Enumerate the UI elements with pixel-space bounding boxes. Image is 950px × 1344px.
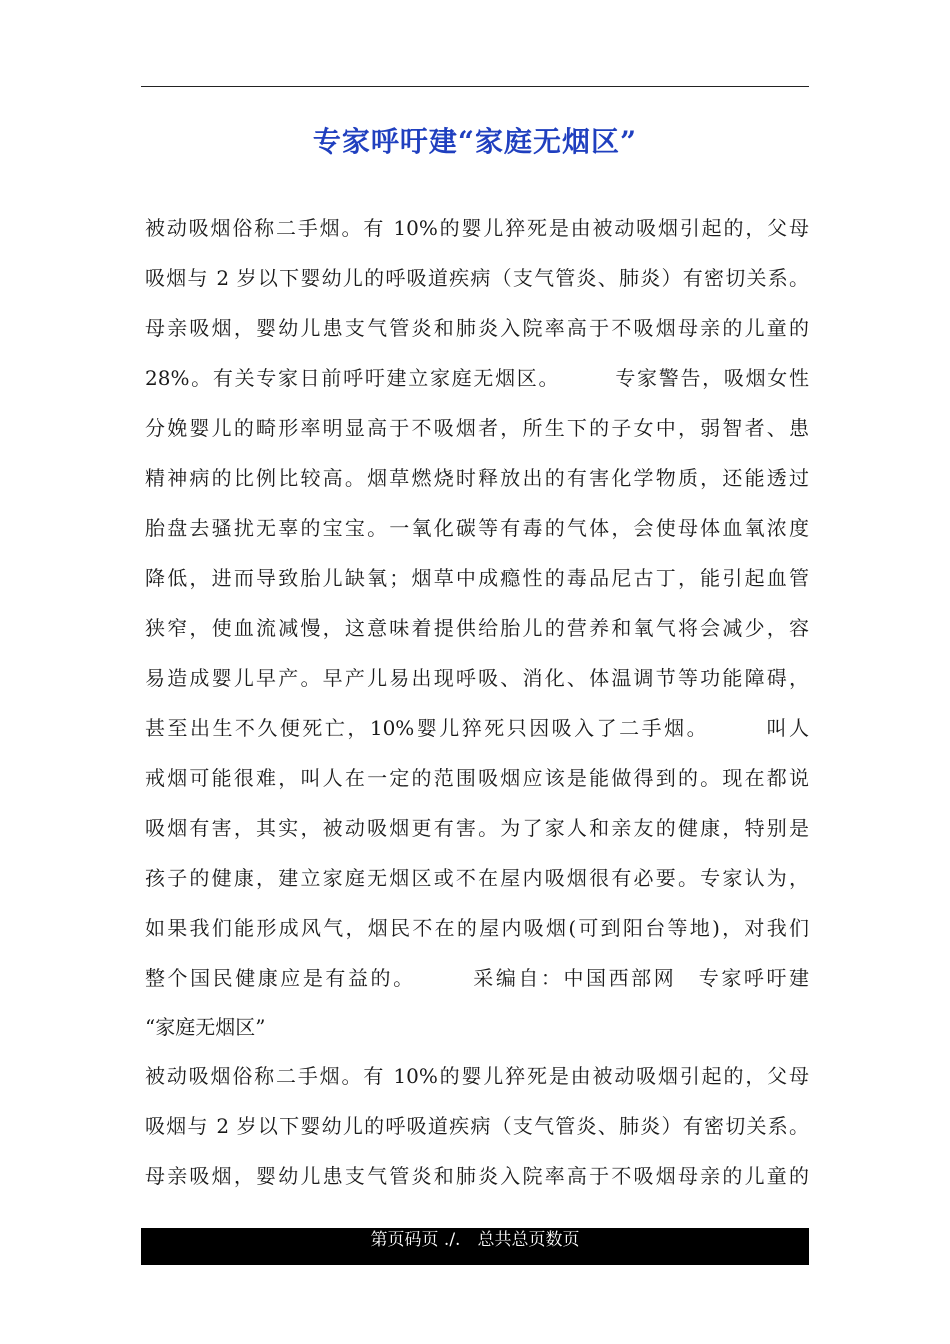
article-body (145, 203, 809, 1201)
body-line: 吸烟有害，其实，被动吸烟更有害。为了家人和亲友的健康，特别是 (145, 816, 809, 840)
body-line: 如果我们能形成风气，烟民不在的屋内吸烟(可到阳台等地)，对我们 (145, 916, 809, 940)
body-line: 孩子的健康，建立家庭无烟区或不在屋内吸烟很有必要。专家认为， (145, 866, 809, 890)
body-line: “家庭无烟区” (145, 1015, 266, 1039)
body-line: 吸烟与 2 岁以下婴幼儿的呼吸道疾病（支气管炎、肺炎）有密切关系。 (145, 1114, 809, 1138)
body-line: 28%。有关专家日前呼吁建立家庭无烟区。 专家警告，吸烟女性 (145, 366, 809, 390)
body-line: 分娩婴儿的畸形率明显高于不吸烟者，所生下的子女中，弱智者、患 (145, 416, 809, 440)
document-title: 专家呼吁建“家庭无烟区” (312, 125, 638, 158)
body-line: 吸烟与 2 岁以下婴幼儿的呼吸道疾病（支气管炎、肺炎）有密切关系。 (145, 266, 809, 290)
body-line: 精神病的比例比较高。烟草燃烧时释放出的有害化学物质，还能透过 (145, 466, 809, 490)
body-line: 易造成婴儿早产。早产儿易出现呼吸、消化、体温调节等功能障碍， (145, 666, 809, 690)
body-line: 被动吸烟俗称二手烟。有 10%的婴儿猝死是由被动吸烟引起的，父母 (145, 1064, 809, 1088)
body-line: 整个国民健康应是有益的。 采编自：中国西部网 专家呼吁建 (145, 966, 809, 990)
body-line: 被动吸烟俗称二手烟。有 10%的婴儿猝死是由被动吸烟引起的，父母 (145, 216, 809, 240)
body-line: 胎盘去骚扰无辜的宝宝。一氧化碳等有毒的气体，会使母体血氧浓度 (145, 516, 809, 540)
body-line: 戒烟可能很难，叫人在一定的范围吸烟应该是能做得到的。现在都说 (145, 766, 809, 790)
body-line: 母亲吸烟，婴幼儿患支气管炎和肺炎入院率高于不吸烟母亲的儿童的 (145, 316, 809, 340)
header-rule (141, 86, 809, 87)
body-line: 甚至出生不久便死亡，10%婴儿猝死只因吸入了二手烟。 叫人 (145, 716, 809, 740)
body-line: 狭窄，使血流减慢，这意味着提供给胎儿的营养和氧气将会减少，容 (145, 616, 809, 640)
body-line: 降低，进而导致胎儿缺氧；烟草中成瘾性的毒品尼古丁，能引起血管 (145, 566, 809, 590)
body-line: 母亲吸烟，婴幼儿患支气管炎和肺炎入院率高于不吸烟母亲的儿童的 (145, 1164, 809, 1188)
page-footer: 第页码页 ./. 总共总页数页 (141, 1228, 809, 1265)
